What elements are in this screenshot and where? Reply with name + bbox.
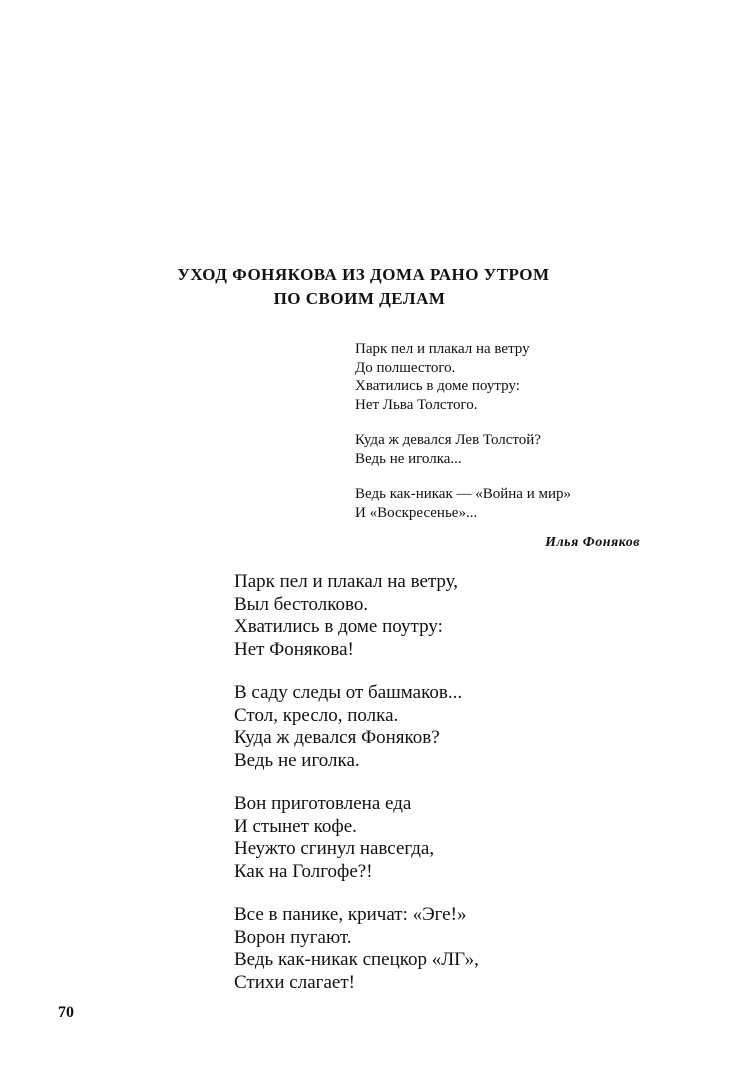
epigraph-stanza-3 [355,485,655,522]
epigraph-line: До полшестого. [355,359,456,376]
poem-line: Ведь как-никак спецкор «ЛГ», [234,949,479,970]
poem-line: Неужто сгинул навсегда, [234,838,435,859]
poem-line: Как на Голгофе?! [234,860,373,882]
epigraph-line: Ведь как-никак — «Война и мир» [355,486,572,502]
poem-stanza-2 [234,682,654,772]
epigraph-line: Хватились в доме поутру: [355,378,520,394]
poem-stanza-4 [234,904,654,994]
poem-line: Ворон пугают. [234,926,352,948]
epigraph [355,340,655,553]
title-line-2: ПО СВОИМ ДЕЛАМ [273,289,446,308]
poem-title [0,263,739,311]
poem-line: Парк пел и плакал на ветру, [234,571,459,592]
epigraph-stanza-2 [355,431,655,468]
poem-line: Ведь не иголка. [234,749,360,771]
title-line-1: УХОД ФОНЯКОВА ИЗ ДОМА РАНО УТРОМ [177,265,550,284]
poem-line: Хватились в доме поутру: [234,616,443,637]
page-number: 70 [58,1004,74,1021]
poem-line: Вон приготовлена еда [234,793,412,814]
poem-line: Стихи слагает! [234,971,355,993]
epigraph-line: И «Воскресенье»... [355,504,478,521]
epigraph-line: Ведь не иголка... [355,450,462,467]
epigraph-line: Парк пел и плакал на ветру [355,341,530,357]
poem-stanza-3 [234,793,654,883]
poem-stanza-1 [234,571,654,661]
epigraph-stanza-1 [355,340,655,414]
poem-line: И стынет кофе. [234,815,357,837]
poem-line: Нет Фонякова! [234,638,354,660]
epigraph-author: Илья Фоняков [545,535,640,550]
poem-body [234,571,654,1015]
epigraph-line: Куда ж девался Лев Толстой? [355,432,541,448]
poem-line: Все в панике, кричат: «Эге!» [234,904,467,925]
poem-line: Стол, кресло, полка. [234,704,399,726]
poem-line: Куда ж девался Фоняков? [234,727,440,748]
epigraph-line: Нет Льва Толстого. [355,396,478,413]
poem-line: Выл бестолково. [234,593,369,615]
poem-line: В саду следы от башмаков... [234,682,463,703]
